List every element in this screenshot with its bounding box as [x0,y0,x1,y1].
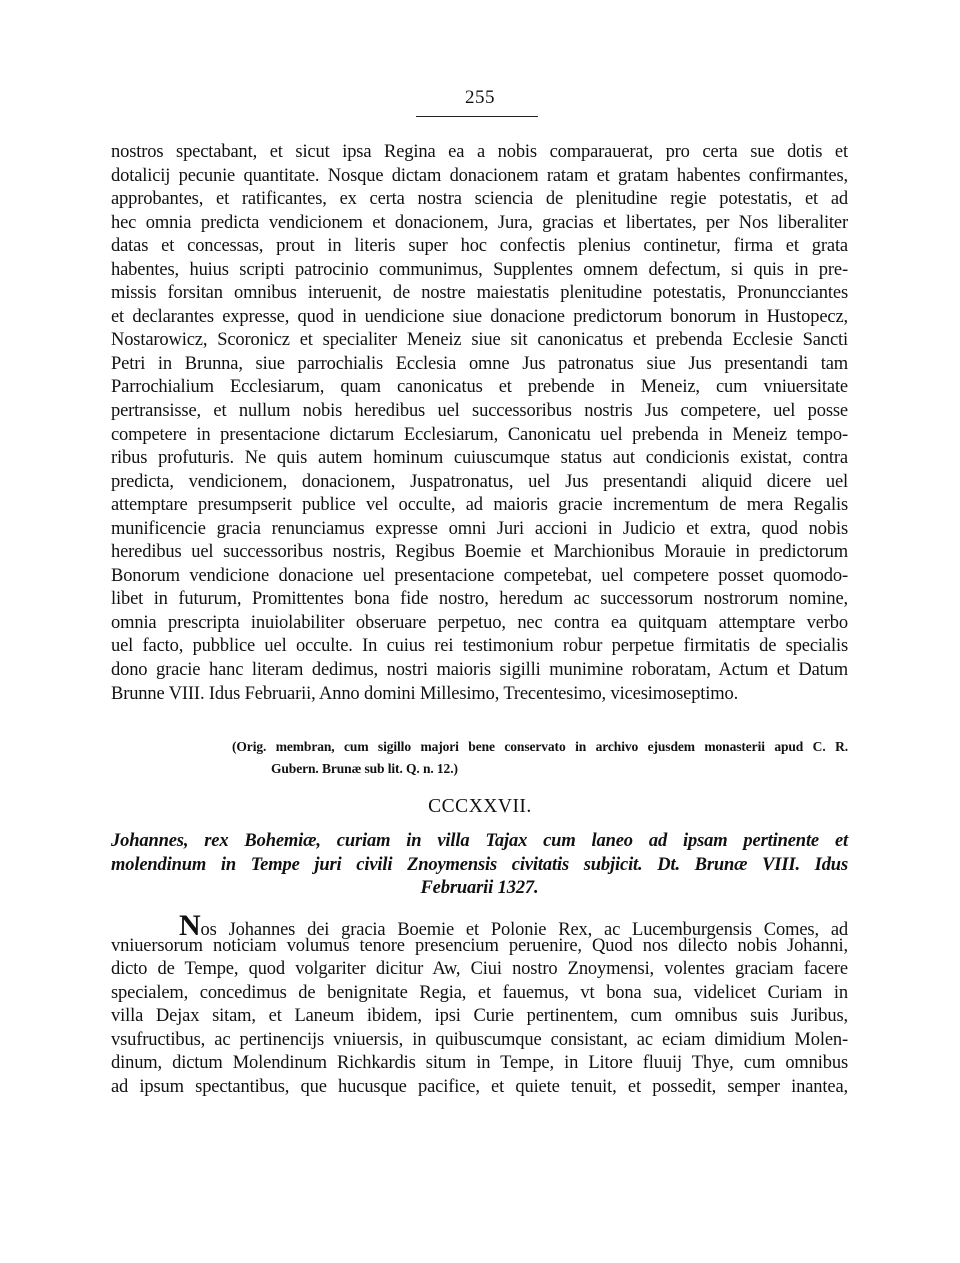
charter-text-line: Petri in Brunna, siue parrochialis Ecclesia omne Jus patronatus siue Jus presentandi tam [111,353,848,374]
document-number-heading: CCCXXVII. [428,796,532,817]
charter-text-line: dono gracie hanc literam dedimus, nostri maioris sigilli munimine roboratam, Actum et Datum [111,660,848,681]
charter-text-line: et declarantes expresse, quod in uendicione siue donacione predictorum bonorum in Hustopecz, [111,306,848,327]
source-note-line: (Orig. membran, cum sigillo majori bene conservato in archivo ejusdem monasterii apud C. R. [232,739,848,754]
charter-text-line: competere in presentacione dictarum Ecclesiarum, Canonicatu uel prebenda in Meneiz tempo- [111,424,848,445]
charter-text-line: libet in futurum, Promittentes bona fide nostro, heredum ac successorum nostrorum nomine, [111,589,848,610]
charter-text-line: Bonorum vendicione donacione uel presentacione competebat, uel competere posset quomodo- [111,565,848,586]
summary-line: Februarii 1327. [420,878,539,899]
document-text-line: dicto de Tempe, quod volgariter dicitur Aw, Ciui nostro Znoymensi, volentes graciam facere [111,959,848,980]
charter-text-line: attemptare presumpserit publice vel occulte, ad maioris gracie incrementum de mera Regalis [111,495,848,516]
initial-letter: N [179,909,201,942]
document-text-line: ad ipsum spectantibus, que hucusque pacifice, et quiete tenuit, et possedit, semper inantea, [111,1076,848,1097]
charter-text-line: Parrochialium Ecclesiarum, quam canonicatus et prebende in Meneiz, cum vniuersitate [111,377,848,398]
charter-text-line: omnia prescripta inuiolabiliter obseruare perpetuo, nec contra ea quitquam attemptare verbo [111,612,848,633]
document-text-line: vniuersorum noticiam volumus tenore presencium peruenire, Quod nos dilecto nobis Johanni, [111,935,848,956]
charter-text-line: hec omnia predicta vendicionem et donacionem, Jura, gracias et libertates, per Nos liberaliter [111,212,848,233]
charter-text-line: Brunne VIII. Idus Februarii, Anno domini Millesimo, Trecentesimo, vicesimoseptimo. [111,683,739,704]
charter-text-line: ribus profuturis. Ne quis autem hominum cuiuscumque status aut condicionis existat, contra [111,448,848,469]
first-line-text: os Johannes dei gracia Boemie et Polonie Rex, ac Lucemburgensis Comes, ad [200,920,848,940]
document-text-block [111,911,848,1099]
charter-text-block [111,141,848,706]
charter-text-line: Nostarowicz, Scoronicz et specialiter Meneiz siue sit canonicatus et prebenda Ecclesie Sancti [111,330,848,351]
page-number-rule [416,116,538,117]
charter-text-line: predicta, vendicionem, donacionem, Juspatronatus, uel Jus presentandi aliquid dicere uel [111,471,848,492]
charter-text-line: datas et concessas, prout in literis super hoc confectis plenius continetur, firma et grata [111,236,848,257]
document-first-line [111,909,848,942]
document-text-line: villa Dejax sitam, et Laneum ibidem, ipsi Curie pertinentem, cum omnibus suis Juribus, [111,1006,848,1027]
summary-line: Johannes, rex Bohemiæ, curiam in villa Tajax cum laneo ad ipsam pertinente et [111,831,848,851]
charter-text-line: dotalicij pecunie quantitate. Nosque dictam donacionem ratam et gratam habentes confirmantes, [111,165,848,186]
document-text-line: dinum, dictum Molendinum Richkardis situm in Tempe, in Litore fluuij Thye, cum omnibus [111,1053,848,1074]
charter-text-line: habentes, huius scripti patrocinio communimus, Supplentes omnem defectum, si quis in pre- [111,259,848,280]
charter-text-line: missis forsitan omnibus interuenit, de nostre maiestatis plenitudine potestatis, Pronuncciantes [111,283,848,304]
source-note-line: Gubern. Brunæ sub lit. Q. n. 12.) [271,761,458,776]
charter-text-line: nostros spectabant, et sicut ipsa Regina ea a nobis comparauerat, pro certa sue dotis et [111,142,848,162]
page-number: 255 [465,87,495,108]
charter-text-line: heredibus uel successoribus nostris, Regibus Boemie et Marchionibus Morauie in predictorum [111,542,848,563]
document-text-line: vsufructibus, ac pertinencijs vniuersis, in quibuscumque consistant, ac eciam dimidium Molen- [111,1029,848,1050]
charter-text-line: approbantes, et ratificantes, ex certa nostra sciencia de plenitudine regie potestatis, et ad [111,189,848,210]
source-note [232,736,848,780]
document-summary [111,830,848,901]
charter-text-line: pertransisse, et nullum nobis heredibus uel successoribus nostris Jus competere, uel posse [111,401,848,422]
charter-text-line: munificencie gracia renunciamus expresse omni Juri accioni in Judicio et extra, quod nobis [111,518,848,539]
document-text-line: specialem, concedimus de benignitate Regia, et fauemus, vt bona sua, videlicet Curiam in [111,982,848,1003]
charter-text-line: uel facto, pubblice uel occulte. In cuius rei testimonium robur perpetue firmitatis de specialis [111,636,848,657]
summary-line: molendinum in Tempe juri civili Znoymensis civitatis subjicit. Dt. Brunæ VIII. Idus [111,854,848,875]
